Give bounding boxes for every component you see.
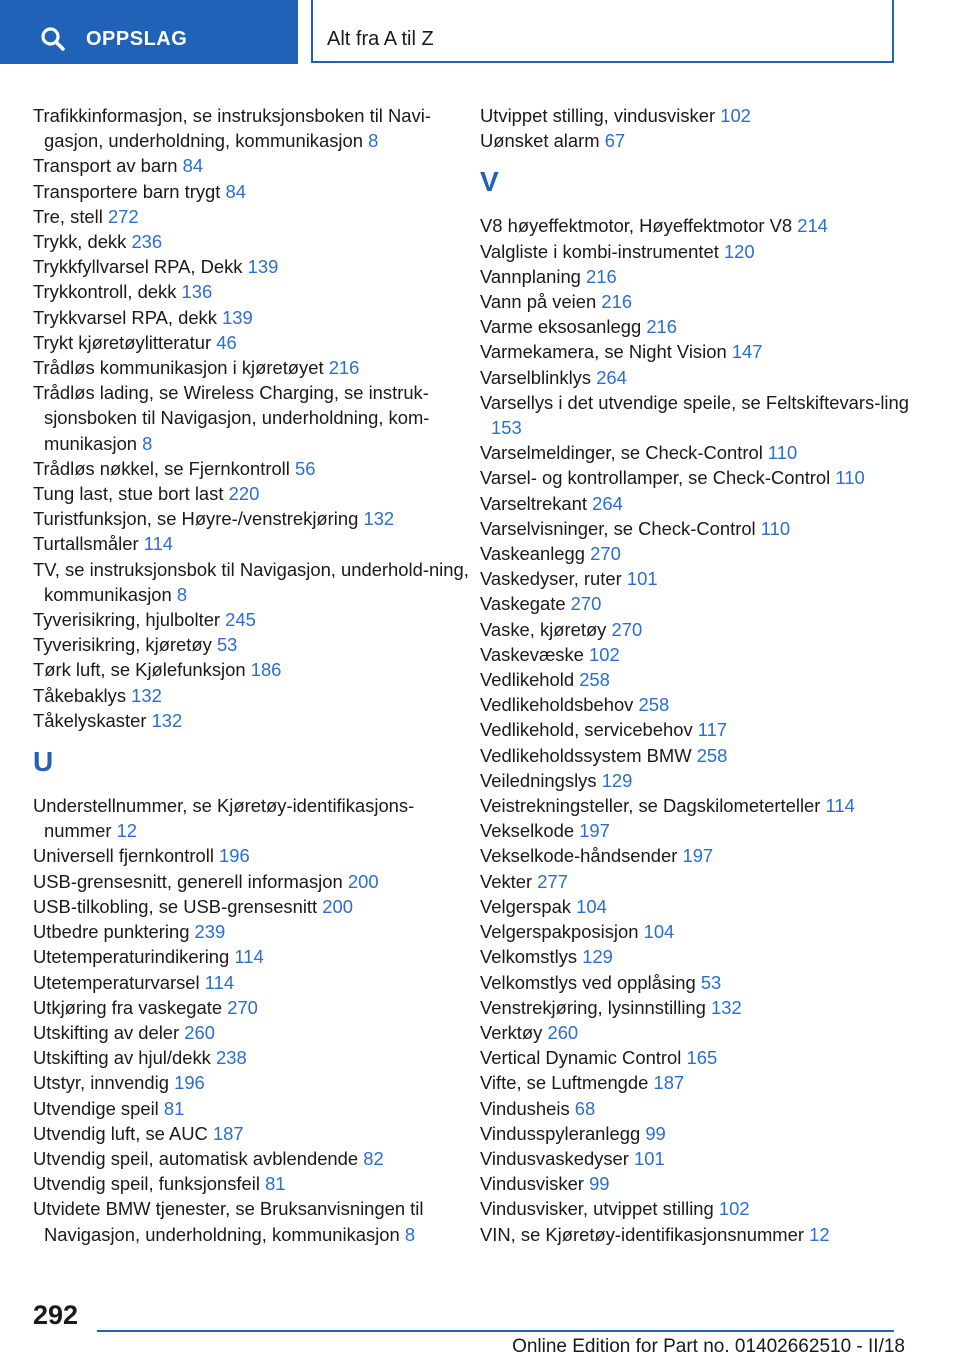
index-entry xyxy=(480,591,930,616)
index-entry-text: Vindusvisker xyxy=(480,1173,584,1195)
page-reference-link[interactable]: 53 xyxy=(700,971,722,993)
index-entry xyxy=(33,481,473,506)
page-reference-link[interactable]: 187 xyxy=(212,1122,244,1144)
page-reference-link[interactable]: 264 xyxy=(592,492,623,514)
index-entry xyxy=(33,330,473,355)
index-entry-text: Vaskegate xyxy=(480,593,566,615)
index-entry-text: Verktøy xyxy=(480,1021,543,1043)
index-entry-text: Varselmeldinger, se Check-Control xyxy=(480,442,763,464)
index-entry xyxy=(480,894,930,919)
page-reference-link[interactable]: 216 xyxy=(586,265,617,287)
index-entry-text: Vaskevæske xyxy=(480,643,584,665)
page-reference-link[interactable]: 132 xyxy=(131,684,162,706)
index-entry-text: Vekselkode xyxy=(480,820,575,842)
index-entry xyxy=(480,213,930,238)
index-entry-text: VIN, se Kjøretøy-identifikasjonsnummer xyxy=(480,1223,804,1245)
page-reference-link[interactable]: 272 xyxy=(107,205,139,227)
page-reference-link[interactable]: 12 xyxy=(116,820,138,842)
page-reference-link[interactable]: 8 xyxy=(142,432,153,454)
index-entry xyxy=(33,456,473,481)
page-reference-link[interactable]: 200 xyxy=(347,870,379,892)
page-reference-link[interactable]: 196 xyxy=(174,1072,205,1094)
page-reference-link[interactable]: 270 xyxy=(570,593,602,615)
index-entry xyxy=(33,632,473,657)
page-reference-link[interactable]: 139 xyxy=(222,306,253,328)
index-entry-text: Understellnummer, se Kjøretøy-identifikasjons-nummer xyxy=(33,795,415,842)
index-entry xyxy=(480,1096,930,1121)
page-reference-link[interactable]: 114 xyxy=(204,971,235,993)
index-entry-text: Vaskedyser, ruter xyxy=(480,568,622,590)
index-entry xyxy=(480,365,930,390)
index-entry-text: Vannplaning xyxy=(480,265,581,287)
page-reference-link[interactable]: 99 xyxy=(645,1122,666,1144)
index-entry xyxy=(33,1070,473,1095)
index-entry-text: Utstyr, innvendig xyxy=(33,1072,169,1094)
page-reference-link[interactable]: 53 xyxy=(216,634,238,656)
page-reference-link[interactable]: 84 xyxy=(182,155,204,177)
index-entry-text: Venstrekjøring, lysinnstilling xyxy=(480,996,706,1018)
index-entry xyxy=(480,944,930,969)
index-entry-text: Utetemperaturindikering xyxy=(33,946,230,968)
index-entry-text: Varmekamera, se Night Vision xyxy=(480,341,727,363)
page-reference-link[interactable]: 258 xyxy=(579,669,610,691)
page-reference-link[interactable]: 102 xyxy=(589,643,620,665)
page-header xyxy=(0,0,960,66)
page-reference-link[interactable]: 220 xyxy=(228,483,260,505)
index-entry-text: Vindusvisker, utvippet stilling xyxy=(480,1198,714,1220)
index-entry-text: Utkjøring fra vaskegate xyxy=(33,996,223,1018)
index-entry-text: Trykt kjøretøylitteratur xyxy=(33,331,212,353)
index-entry xyxy=(33,1020,473,1045)
page-reference-link[interactable]: 197 xyxy=(579,820,610,842)
footer-divider xyxy=(97,1330,894,1332)
index-entry-text: Trådløs lading, se Wireless Charging, se instruk-sjonsboken til Navigasjon, underholdning, kom-munikasjon xyxy=(33,382,430,454)
index-entry-text: Vindusheis xyxy=(480,1097,570,1119)
index-entry xyxy=(480,491,930,516)
index-entry xyxy=(480,1146,930,1171)
index-entry-text: Vekselkode-håndsender xyxy=(480,845,678,867)
page-reference-link[interactable]: 110 xyxy=(767,442,798,464)
index-entry-text: Utvidete BMW tjenester, se Bruksanvisningen til Navigasjon, underholdning, kommunikasjon xyxy=(33,1198,424,1245)
index-entry-text: Universell fjernkontroll xyxy=(33,845,214,867)
page-reference-link[interactable]: 82 xyxy=(363,1147,384,1169)
index-entry xyxy=(480,314,930,339)
index-entry-text: Utvendig luft, se AUC xyxy=(33,1122,208,1144)
page-reference-link[interactable]: 114 xyxy=(143,533,174,555)
page-reference-link[interactable]: 197 xyxy=(682,845,714,867)
index-entry xyxy=(480,1196,930,1221)
index-entry-text: Trådløs kommunikasjon i kjøretøyet xyxy=(33,357,324,379)
page-reference-link[interactable]: 136 xyxy=(181,281,213,303)
page-reference-link[interactable]: 196 xyxy=(219,845,250,867)
page-reference-link[interactable]: 102 xyxy=(718,1198,750,1220)
page-reference-link[interactable]: 114 xyxy=(234,946,264,968)
section-header xyxy=(311,0,894,63)
index-entry-text: Vedlikeholdsbehov xyxy=(480,694,634,716)
index-entry xyxy=(480,128,930,153)
page-reference-link[interactable]: 216 xyxy=(646,316,677,338)
index-entry xyxy=(33,254,473,279)
index-entry xyxy=(33,153,473,178)
page-reference-link[interactable]: 139 xyxy=(247,256,279,278)
index-entry-text: Veiledningslys xyxy=(480,769,597,791)
index-entry-text: Vann på veien xyxy=(480,291,597,313)
index-entry-text: Vertical Dynamic Control xyxy=(480,1047,682,1069)
index-entry-text: Varselvisninger, se Check-Control xyxy=(480,517,756,539)
index-entry xyxy=(33,793,473,843)
page-reference-link[interactable]: 239 xyxy=(194,921,226,943)
index-entry xyxy=(33,380,473,456)
index-entry-text: Utskifting av hjul/dekk xyxy=(33,1047,211,1069)
index-entry-text: Vaskeanlegg xyxy=(480,543,585,565)
index-entry-text: Trykk, dekk xyxy=(33,231,127,253)
index-entry xyxy=(480,970,930,995)
page-reference-link[interactable]: 132 xyxy=(151,709,183,731)
index-entry xyxy=(480,103,930,128)
index-entry-text: Uønsket alarm xyxy=(480,130,600,152)
index-entry-text: Trådløs nøkkel, se Fjernkontroll xyxy=(33,457,290,479)
index-entry xyxy=(33,657,473,682)
index-entry xyxy=(480,1222,930,1247)
index-entry-text: Valgliste i kombi-instrumentet xyxy=(480,240,719,262)
index-entry xyxy=(480,516,930,541)
index-entry xyxy=(480,818,930,843)
index-entry xyxy=(480,264,930,289)
index-entry-text: Utetemperaturvarsel xyxy=(33,971,200,993)
page-reference-link[interactable]: 200 xyxy=(322,895,353,917)
page-reference-link[interactable]: 147 xyxy=(731,341,763,363)
index-entry xyxy=(33,279,473,304)
index-entry-text: Utbedre punktering xyxy=(33,921,190,943)
index-entry-text: Velgerspakposisjon xyxy=(480,921,639,943)
index-entry-text: Veistrekningsteller, se Dagskilometerteller xyxy=(480,795,821,817)
index-entry-text: Varsellys i det utvendige speile, se Feltskiftevars-ling xyxy=(480,391,909,413)
index-entry xyxy=(33,1171,473,1196)
page-reference-link[interactable]: 114 xyxy=(825,795,855,817)
index-entry xyxy=(33,204,473,229)
page-reference-link[interactable]: 104 xyxy=(643,921,675,943)
index-entry xyxy=(33,708,473,733)
index-letter-heading: V xyxy=(480,166,499,198)
index-entry xyxy=(33,305,473,330)
index-entry-text: Utvendige speil xyxy=(33,1097,159,1119)
index-entry xyxy=(480,1070,930,1095)
index-entry xyxy=(480,667,930,692)
page-reference-link[interactable]: 102 xyxy=(720,105,751,126)
index-entry-text: Varselblinklys xyxy=(480,366,592,388)
page-reference-link[interactable]: 186 xyxy=(250,659,282,681)
index-entry-text: Vindusspyleranlegg xyxy=(480,1122,641,1144)
index-entry xyxy=(480,390,930,440)
page-reference-link[interactable]: 110 xyxy=(835,467,865,489)
index-entry xyxy=(480,1045,930,1070)
index-entry xyxy=(480,692,930,717)
page-reference-link[interactable]: 129 xyxy=(601,769,633,791)
index-entry-text: Utvendig speil, automatisk avblendende xyxy=(33,1147,359,1169)
page-reference-link[interactable]: 216 xyxy=(601,291,633,313)
index-entry xyxy=(33,995,473,1020)
index-entry xyxy=(480,1121,930,1146)
index-entry-text: Utvippet stilling, vindusvisker xyxy=(480,105,716,126)
index-entry-text: Vaske, kjøretøy xyxy=(480,618,607,640)
page-reference-link[interactable]: 238 xyxy=(215,1047,247,1069)
page-reference-link[interactable]: 153 xyxy=(491,417,522,439)
page-reference-link[interactable]: 258 xyxy=(696,744,728,766)
page-reference-link[interactable]: 245 xyxy=(225,609,256,631)
index-column-right xyxy=(480,103,930,1247)
index-entry xyxy=(480,869,930,894)
page-reference-link[interactable]: 81 xyxy=(265,1173,286,1195)
index-entry xyxy=(33,1146,473,1171)
index-entry-text: Vekter xyxy=(480,870,533,892)
search-tab[interactable] xyxy=(0,0,298,64)
index-entry xyxy=(480,617,930,642)
index-entry-text: Tyverisikring, kjøretøy xyxy=(33,634,212,656)
index-entry xyxy=(480,793,930,818)
page-reference-link[interactable]: 132 xyxy=(363,508,395,530)
index-entry-text: Transportere barn trygt xyxy=(33,180,221,202)
index-entry-text: Utvendig speil, funksjonsfeil xyxy=(33,1173,260,1195)
index-entry xyxy=(480,541,930,566)
index-entry xyxy=(480,743,930,768)
index-entry-text: TV, se instruksjonsbok til Navigasjon, underhold-ning, kommunikasjon xyxy=(33,558,469,605)
index-entry-text: Tung last, stue bort last xyxy=(33,483,224,505)
index-entry xyxy=(480,995,930,1020)
index-entry xyxy=(33,1196,473,1246)
page-reference-link[interactable]: 110 xyxy=(760,517,791,539)
index-entry-text: Trykkvarsel RPA, dekk xyxy=(33,306,217,328)
page-reference-link[interactable]: 101 xyxy=(626,568,658,590)
page-reference-link[interactable]: 99 xyxy=(589,1173,610,1195)
index-entry-text: USB-tilkobling, se USB-grensesnitt xyxy=(33,895,318,917)
index-entry xyxy=(33,1045,473,1070)
page-reference-link[interactable]: 270 xyxy=(590,543,621,565)
page-reference-link[interactable]: 56 xyxy=(294,457,316,479)
index-letter-heading: U xyxy=(33,746,54,778)
index-entry-text: Vindusvaskedyser xyxy=(480,1147,629,1169)
index-entry-text: Vedlikehold xyxy=(480,669,575,691)
index-entry xyxy=(480,717,930,742)
index-entry xyxy=(33,229,473,254)
page-reference-link[interactable]: 129 xyxy=(582,946,613,968)
edition-info: Online Edition for Part no. 01402662510 - II/18 xyxy=(512,1336,905,1357)
index-entry-text: Utskifting av deler xyxy=(33,1021,180,1043)
page-reference-link[interactable]: 187 xyxy=(653,1072,685,1094)
page-reference-link[interactable]: 68 xyxy=(574,1097,596,1119)
index-entry xyxy=(480,1020,930,1045)
index-entry-text: Tåkelyskaster xyxy=(33,709,147,731)
index-entry-text: Velgerspak xyxy=(480,895,571,917)
page-reference-link[interactable]: 8 xyxy=(404,1223,416,1245)
index-entry-text: Tørk luft, se Kjølefunksjon xyxy=(33,659,246,681)
index-entry-text: Varseltrekant xyxy=(480,492,587,514)
index-entry xyxy=(33,869,473,894)
search-icon xyxy=(40,26,66,52)
index-entry xyxy=(33,944,473,969)
index-entry-text: Velkomstlys xyxy=(480,946,578,968)
index-entry-text: Turistfunksjon, se Høyre-/venstrekjøring xyxy=(33,508,359,530)
index-entry xyxy=(480,566,930,591)
index-entry xyxy=(480,843,930,868)
index-entry xyxy=(480,465,930,490)
index-entry-text: Tåkebaklys xyxy=(33,684,127,706)
index-entry xyxy=(480,768,930,793)
index-entry xyxy=(480,1171,930,1196)
page-number: 292 xyxy=(33,1300,79,1330)
index-entry-text: Velkomstlys ved opplåsing xyxy=(480,971,696,993)
index-entry-text: Varme eksosanlegg xyxy=(480,316,642,338)
index-entry xyxy=(33,355,473,380)
index-entry-text: Transport av barn xyxy=(33,155,178,177)
index-entry xyxy=(33,557,473,607)
index-entry xyxy=(33,531,473,556)
index-entry-text: V8 høyeffektmotor, Høyeffektmotor V8 xyxy=(480,215,793,237)
index-entry xyxy=(480,239,930,264)
section-title: Alt fra A til Z xyxy=(327,28,434,50)
index-entry-text: Vedlikeholdssystem BMW xyxy=(480,744,692,766)
page-reference-link[interactable]: 236 xyxy=(131,231,163,253)
page-reference-link[interactable]: 277 xyxy=(537,870,568,892)
page-reference-link[interactable]: 12 xyxy=(809,1223,830,1245)
page-reference-link[interactable]: 258 xyxy=(638,694,670,716)
index-entry xyxy=(480,919,930,944)
page-reference-link[interactable]: 270 xyxy=(227,996,258,1018)
page-reference-link[interactable]: 260 xyxy=(547,1021,579,1043)
search-tab-label: OPPSLAG xyxy=(86,28,188,50)
page-reference-link[interactable]: 46 xyxy=(216,331,237,353)
index-entry xyxy=(33,843,473,868)
page-reference-link[interactable]: 117 xyxy=(697,719,728,741)
page-reference-link[interactable]: 8 xyxy=(368,130,379,152)
index-entry xyxy=(33,919,473,944)
page-reference-link[interactable]: 101 xyxy=(634,1147,665,1169)
index-entry xyxy=(33,683,473,708)
index-entry-text: Trafikkinformasjon, se instruksjonsboken til Navi-gasjon, underholdning, kommunikasjon xyxy=(33,105,431,152)
page-reference-link[interactable]: 260 xyxy=(184,1021,215,1043)
index-entry xyxy=(33,894,473,919)
index-entry-text: Trykkfyllvarsel RPA, Dekk xyxy=(33,256,243,278)
page-reference-link[interactable]: 84 xyxy=(225,180,246,202)
index-entry-text: USB-grensesnitt, generell informasjon xyxy=(33,870,343,892)
index-entry xyxy=(480,339,930,364)
index-entry xyxy=(33,970,473,995)
page-reference-link[interactable]: 120 xyxy=(723,240,755,262)
index-entry xyxy=(33,607,473,632)
page-reference-link[interactable]: 214 xyxy=(797,215,828,237)
page-reference-link[interactable]: 132 xyxy=(711,996,742,1018)
page-reference-link[interactable]: 104 xyxy=(576,895,607,917)
index-entry-text: Trykkontroll, dekk xyxy=(33,281,177,303)
index-entry-text: Tyverisikring, hjulbolter xyxy=(33,609,221,631)
index-entry xyxy=(480,289,930,314)
index-column-left xyxy=(33,103,473,1247)
index-entry-text: Varsel- og kontrollamper, se Check-Control xyxy=(480,467,831,489)
page-reference-link[interactable]: 165 xyxy=(686,1047,718,1069)
index-entry-text: Vifte, se Luftmengde xyxy=(480,1072,649,1094)
index-entry-text: Vedlikehold, servicebehov xyxy=(480,719,693,741)
page-reference-link[interactable]: 67 xyxy=(604,130,626,152)
page-reference-link[interactable]: 270 xyxy=(611,618,643,640)
index-entry xyxy=(33,506,473,531)
page-reference-link[interactable]: 264 xyxy=(596,366,627,388)
page-reference-link[interactable]: 216 xyxy=(328,357,360,379)
index-entry xyxy=(480,440,930,465)
index-entry xyxy=(33,179,473,204)
index-entry-text: Turtallsmåler xyxy=(33,533,139,555)
page-reference-link[interactable]: 8 xyxy=(176,583,188,605)
page-reference-link[interactable]: 81 xyxy=(163,1097,185,1119)
index-entry-text: Tre, stell xyxy=(33,205,103,227)
index-entry xyxy=(480,642,930,667)
index-entry xyxy=(33,1096,473,1121)
index-entry xyxy=(33,103,473,153)
index-entry xyxy=(33,1121,473,1146)
